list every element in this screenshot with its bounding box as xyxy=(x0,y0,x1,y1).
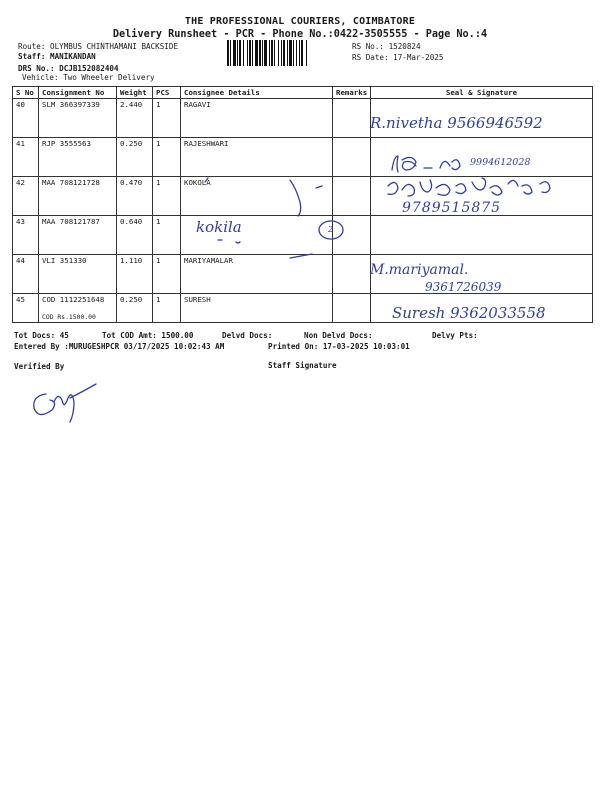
cell-pcs: 1 xyxy=(153,99,181,138)
staff-label: Staff: MANIKANDAN xyxy=(18,52,96,61)
branch-code: PCR xyxy=(235,29,254,40)
cell-consignment: RJP 3555563 xyxy=(39,138,117,177)
cell-weight: 0.250 xyxy=(117,294,153,323)
document-title: THE PROFESSIONAL COURIERS, COIMBATORE xyxy=(184,16,416,27)
cell-weight: 0.640 xyxy=(117,216,153,255)
cod-note: COD Rs.1500.00 xyxy=(42,313,96,321)
handwritten-mark-row41 xyxy=(316,186,322,188)
cell-consignment: SLM 366397339 xyxy=(39,99,117,138)
col-header-sno: S No xyxy=(13,87,39,99)
handwritten-signature-row41 xyxy=(392,156,460,172)
rs-number: RS No.: 1520824 xyxy=(352,42,421,51)
cell-pcs: 1 xyxy=(153,294,181,323)
cell-consignment: MAA 708121787 xyxy=(39,216,117,255)
non-delivered-docs: Non Delvd Docs: xyxy=(304,331,373,340)
route-label: Route: OLYMBUS CHINTHAMANI BACKSIDE xyxy=(18,42,179,51)
cell-consignee: RAJESHWARI xyxy=(181,138,333,177)
cell-consignee: MARIYAMALAR xyxy=(181,255,333,294)
cell-sno: 45 xyxy=(13,294,39,323)
handwritten-name-row44: M.mariyamal. xyxy=(370,262,469,278)
total-docs: Tot Docs: 45 xyxy=(14,331,69,340)
cell-pcs: 1 xyxy=(153,177,181,216)
cell-weight: 1.110 xyxy=(117,255,153,294)
handwritten-circled-number: 2 xyxy=(328,225,334,234)
cell-consignee: SURESH xyxy=(181,294,333,323)
cell-pcs: 1 xyxy=(153,255,181,294)
delivery-points: Delvy Pts: xyxy=(432,331,478,340)
page-number: Page No.:4 xyxy=(425,29,488,40)
cell-pcs: 1 xyxy=(153,138,181,177)
cell-pcs: 1 xyxy=(153,216,181,255)
col-header-consignment: Consignment No xyxy=(39,87,117,99)
phone-number: Phone No.:0422-3505555 xyxy=(272,29,408,40)
vehicle-label: Vehicle: Two Wheeler Delivery xyxy=(22,73,155,82)
cell-sno: 40 xyxy=(13,99,39,138)
runsheet-label: Delivery Runsheet xyxy=(112,29,218,40)
cell-weight: 2.440 xyxy=(117,99,153,138)
document-subtitle: Delivery Runsheet - PCR - Phone No.:0422-3505555 - Page No.:4 xyxy=(112,29,488,40)
consignment-number: COD 1112251648 xyxy=(42,295,105,304)
col-header-consignee: Consignee Details xyxy=(181,87,333,99)
handwritten-phone-row42: 9789515875 xyxy=(402,200,502,216)
cell-weight: 0.250 xyxy=(117,138,153,177)
cell-sno: 41 xyxy=(13,138,39,177)
col-header-pcs: PCS xyxy=(153,87,181,99)
col-header-signature: Seal & Signature xyxy=(371,87,593,99)
handwritten-phone-row44: 9361726039 xyxy=(425,280,502,294)
staff-signature-label: Staff Signature xyxy=(268,361,337,370)
handwritten-signature-row42 xyxy=(388,178,550,196)
verified-by-label: Verified By xyxy=(14,362,65,371)
cell-sno: 42 xyxy=(13,177,39,216)
verified-by-initials xyxy=(34,384,96,422)
handwritten-mark-row42 xyxy=(205,178,301,216)
cell-consignee: RAGAVI xyxy=(181,99,333,138)
rs-date: RS Date: 17-Mar-2025 xyxy=(352,53,444,62)
printed-on: Printed On: 17-03-2025 10:03:01 xyxy=(268,342,410,351)
cell-consignment: MAA 708121728 xyxy=(39,177,117,216)
cell-consignment: VLI 351330 xyxy=(39,255,117,294)
handwritten-signature-row45: Suresh 9362033558 xyxy=(392,304,546,322)
cell-weight: 0.470 xyxy=(117,177,153,216)
delivered-docs: Delvd Docs: xyxy=(222,331,273,340)
cell-consignee: KOKOLA xyxy=(181,177,333,216)
handwritten-underline-row43 xyxy=(218,240,312,258)
cell-sno: 44 xyxy=(13,255,39,294)
drs-number: DRS No.: DCJB152082404 xyxy=(18,64,119,73)
handwritten-name-row43: kokila xyxy=(196,218,242,236)
handwritten-signature-row40: R.nivetha 9566946592 xyxy=(370,114,543,132)
total-cod-amount: Tot COD Amt: 1500.00 xyxy=(102,331,194,340)
entered-by: Entered By :MURUGESHPCR 03/17/2025 10:02:43 AM xyxy=(14,342,225,351)
col-header-weight: Weight xyxy=(117,87,153,99)
handwritten-phone-row41: 9994612028 xyxy=(470,157,531,168)
cell-sno: 43 xyxy=(13,216,39,255)
col-header-remarks: Remarks xyxy=(333,87,371,99)
circle-mark-row43 xyxy=(319,221,343,239)
